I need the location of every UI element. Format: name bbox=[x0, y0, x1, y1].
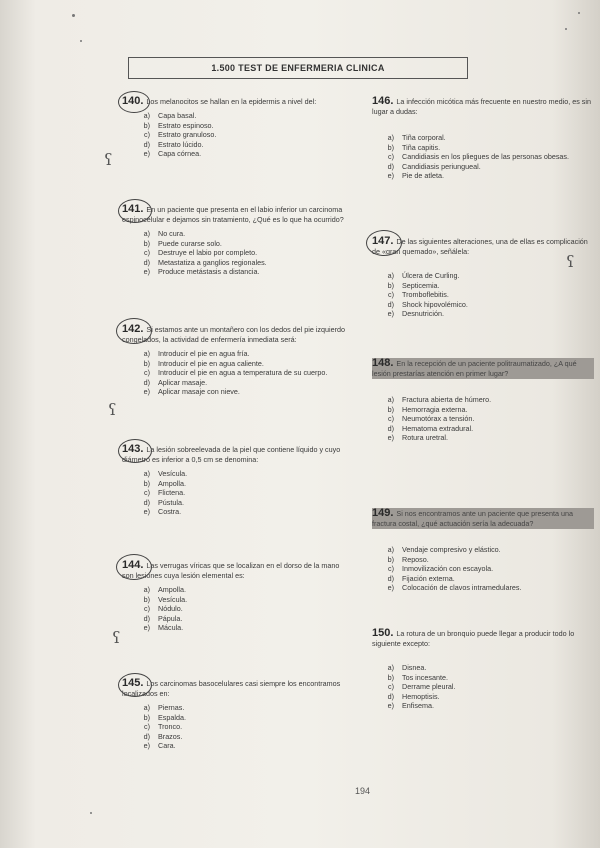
question-number: 150. bbox=[372, 627, 394, 639]
option-b[interactable]: b) Estrato espinoso. bbox=[143, 120, 214, 130]
option-b[interactable]: b) Hemorragia externa. bbox=[387, 404, 468, 414]
option-c[interactable]: c) Candidiasis en los pliegues de las personas obesas. bbox=[388, 152, 570, 162]
option-b[interactable]: b) Vesícula. bbox=[143, 594, 188, 604]
question-text: En la recepción de un paciente politraumatizado, ¿A qué lesión prestarías atención en primer lugar? bbox=[372, 359, 577, 378]
question-text: La infección micótica más frecuente en nuestro medio, es sin lugar a dudas: bbox=[372, 97, 591, 116]
option-d[interactable]: d) Brazos. bbox=[143, 731, 183, 741]
options-list bbox=[372, 545, 594, 593]
option-c[interactable]: c) Introducir el pie en agua a temperatura de su cuerpo. bbox=[144, 368, 328, 378]
question-number: 142. bbox=[122, 323, 144, 335]
header-title: 1.500 TEST DE ENFERMERIA CLINICA bbox=[211, 63, 385, 73]
options-list bbox=[372, 395, 594, 443]
question-stem bbox=[372, 358, 594, 379]
option-b[interactable]: b) Espalda. bbox=[143, 712, 186, 722]
option-c[interactable]: c) Neumotórax a tensión. bbox=[388, 414, 475, 424]
option-e[interactable]: e) Enfisema. bbox=[387, 701, 434, 711]
question-148 bbox=[372, 358, 594, 508]
options-list bbox=[372, 271, 594, 319]
question-text: Los carcinomas basocelulares casi siempre los encontramos localizados en: bbox=[122, 679, 341, 698]
question-stem bbox=[372, 628, 594, 649]
option-a[interactable]: a) Piernas. bbox=[143, 703, 185, 712]
question-140 bbox=[122, 96, 352, 204]
option-b[interactable]: b) Tos incesante. bbox=[387, 672, 448, 682]
option-c[interactable]: c) Destruye el labio por completo. bbox=[144, 248, 258, 258]
scan-speck bbox=[90, 812, 92, 814]
question-stem bbox=[372, 236, 594, 257]
option-d[interactable]: d) Candidiasis periungueal. bbox=[387, 161, 481, 171]
handwritten-mark: ʕ bbox=[108, 400, 117, 419]
option-c[interactable]: c) Derrame pleural. bbox=[388, 682, 456, 692]
option-b[interactable]: b) Reposo. bbox=[387, 554, 429, 564]
question-143 bbox=[122, 444, 352, 560]
question-146 bbox=[372, 96, 594, 236]
question-144 bbox=[122, 560, 352, 678]
option-a[interactable]: a) Capa basal. bbox=[143, 111, 197, 120]
option-b[interactable]: b) Ampolla. bbox=[143, 478, 186, 488]
option-b[interactable]: b) Puede curarse solo. bbox=[143, 238, 222, 248]
question-stem bbox=[372, 508, 594, 529]
scan-speck bbox=[72, 14, 75, 17]
option-a[interactable]: a) No cura. bbox=[143, 229, 186, 238]
question-number: 140. bbox=[122, 95, 144, 107]
option-e[interactable]: e) Capa córnea. bbox=[143, 149, 202, 159]
question-stem bbox=[372, 96, 594, 117]
question-number: 144. bbox=[122, 559, 144, 571]
option-b[interactable]: b) Tiña capitis. bbox=[387, 142, 441, 152]
question-text: De las siguientes alteraciones, una de ellas es complicación de «gran quemado», señálela: bbox=[372, 237, 588, 256]
option-c[interactable]: c) Estrato granuloso. bbox=[144, 130, 217, 140]
question-number: 146. bbox=[372, 95, 394, 107]
option-a[interactable]: a) Fractura abierta de húmero. bbox=[387, 395, 492, 404]
question-text: La lesión sobreelevada de la piel que contiene líquido y cuyo diámetro es inferior a 0,5 cm se denomina: bbox=[122, 445, 341, 464]
question-number: 149. bbox=[372, 507, 394, 519]
option-d[interactable]: d) Metastatiza a ganglios regionales. bbox=[143, 257, 267, 267]
question-text: Si estamos ante un montañero con los dedos del pie izquierdo congelados, la actividad de enfermería inmediata será: bbox=[122, 325, 346, 344]
question-stem bbox=[122, 444, 352, 465]
option-e[interactable]: e) Rotura uretral. bbox=[387, 433, 448, 443]
options-list bbox=[122, 469, 352, 517]
question-text: Las verrugas víricas que se localizan en el dorso de la mano son lesiones cuya lesión elemental es: bbox=[122, 561, 340, 580]
option-e[interactable]: e) Mácula. bbox=[143, 623, 184, 633]
question-141 bbox=[122, 204, 352, 324]
option-d[interactable]: d) Hematoma extradural. bbox=[387, 423, 474, 433]
question-number: 147. bbox=[372, 235, 394, 247]
question-stem bbox=[122, 204, 352, 225]
question-145 bbox=[122, 678, 352, 778]
option-d[interactable]: d) Shock hipovolémico. bbox=[387, 299, 468, 309]
scan-speck bbox=[80, 40, 82, 42]
option-d[interactable]: d) Pápula. bbox=[143, 613, 183, 623]
question-number: 143. bbox=[122, 443, 144, 455]
option-e[interactable]: e) Costra. bbox=[143, 507, 182, 517]
question-stem bbox=[122, 678, 352, 699]
option-e[interactable]: e) Pie de atleta. bbox=[387, 171, 444, 181]
question-number: 141. bbox=[122, 203, 144, 215]
option-e[interactable]: e) Aplicar masaje con nieve. bbox=[143, 387, 240, 397]
option-e[interactable]: e) Colocación de clavos intramedulares. bbox=[387, 583, 522, 593]
options-list bbox=[122, 585, 352, 633]
option-a[interactable]: a) Úlcera de Curling. bbox=[387, 271, 460, 280]
question-text: En un paciente que presenta en el labio inferior un carcinoma espinocelular e dejamos sin tratamiento, ¿Qué es lo que ha ocurrido? bbox=[122, 205, 344, 224]
handwritten-mark: ʕ bbox=[566, 252, 575, 271]
question-stem bbox=[122, 324, 352, 345]
options-list bbox=[122, 111, 352, 159]
question-text: La rotura de un bronquio puede llegar a producir todo lo siguiente excepto: bbox=[372, 629, 575, 648]
options-list bbox=[372, 133, 594, 181]
question-149 bbox=[372, 508, 594, 628]
option-a[interactable]: a) Ampolla. bbox=[143, 585, 186, 594]
option-d[interactable]: d) Hemoptisis. bbox=[387, 691, 440, 701]
option-e[interactable]: e) Desnutrición. bbox=[387, 309, 444, 319]
option-c[interactable]: c) Tronco. bbox=[144, 722, 183, 732]
option-a[interactable]: a) Tiña corporal. bbox=[387, 133, 446, 142]
handwritten-mark: ʕ bbox=[112, 628, 121, 647]
option-b[interactable]: b) Introducir el pie en agua caliente. bbox=[143, 358, 264, 368]
option-a[interactable]: a) Vendaje compresivo y elástico. bbox=[387, 545, 501, 554]
question-150 bbox=[372, 628, 594, 738]
question-text: Si nos encontramos ante un paciente que presenta una fractura costal, ¿qué actuación sería la adecuada? bbox=[372, 509, 574, 528]
question-number: 145. bbox=[122, 677, 144, 689]
options-list bbox=[122, 229, 352, 277]
left-column bbox=[122, 96, 352, 778]
option-d[interactable]: d) Pústula. bbox=[143, 497, 184, 507]
option-a[interactable]: a) Disnea. bbox=[387, 663, 427, 672]
question-text: Los melanocitos se hallan en la epidermis a nivel del: bbox=[146, 97, 317, 106]
option-d[interactable]: d) Fijación externa. bbox=[387, 573, 455, 583]
option-e[interactable]: e) Cara. bbox=[143, 741, 176, 751]
options-list bbox=[122, 703, 352, 751]
option-c[interactable]: c) Inmovilización con escayola. bbox=[388, 564, 494, 574]
option-d[interactable]: d) Aplicar masaje. bbox=[143, 377, 208, 387]
option-e[interactable]: e) Produce metástasis a distancia. bbox=[143, 267, 260, 277]
question-147 bbox=[372, 236, 594, 358]
options-list bbox=[372, 663, 594, 711]
scan-speck bbox=[578, 12, 580, 14]
handwritten-mark: ʕ bbox=[104, 150, 113, 169]
option-c[interactable]: c) Tromboflebitis. bbox=[388, 290, 449, 300]
page-header bbox=[128, 57, 468, 79]
option-b[interactable]: b) Septicemia. bbox=[387, 280, 440, 290]
question-stem bbox=[122, 96, 352, 107]
option-d[interactable]: d) Estrato lúcido. bbox=[143, 139, 204, 149]
question-stem bbox=[122, 560, 352, 581]
option-a[interactable]: a) Introducir el pie en agua fría. bbox=[143, 349, 250, 358]
question-number: 148. bbox=[372, 357, 394, 369]
option-c[interactable]: c) Nódulo. bbox=[144, 604, 183, 614]
question-142 bbox=[122, 324, 352, 444]
scan-speck bbox=[565, 28, 567, 30]
page-number: 194 bbox=[355, 786, 371, 796]
right-column bbox=[372, 96, 594, 738]
option-a[interactable]: a) Vesícula. bbox=[143, 469, 188, 478]
options-list bbox=[122, 349, 352, 397]
option-c[interactable]: c) Flictena. bbox=[144, 488, 186, 498]
